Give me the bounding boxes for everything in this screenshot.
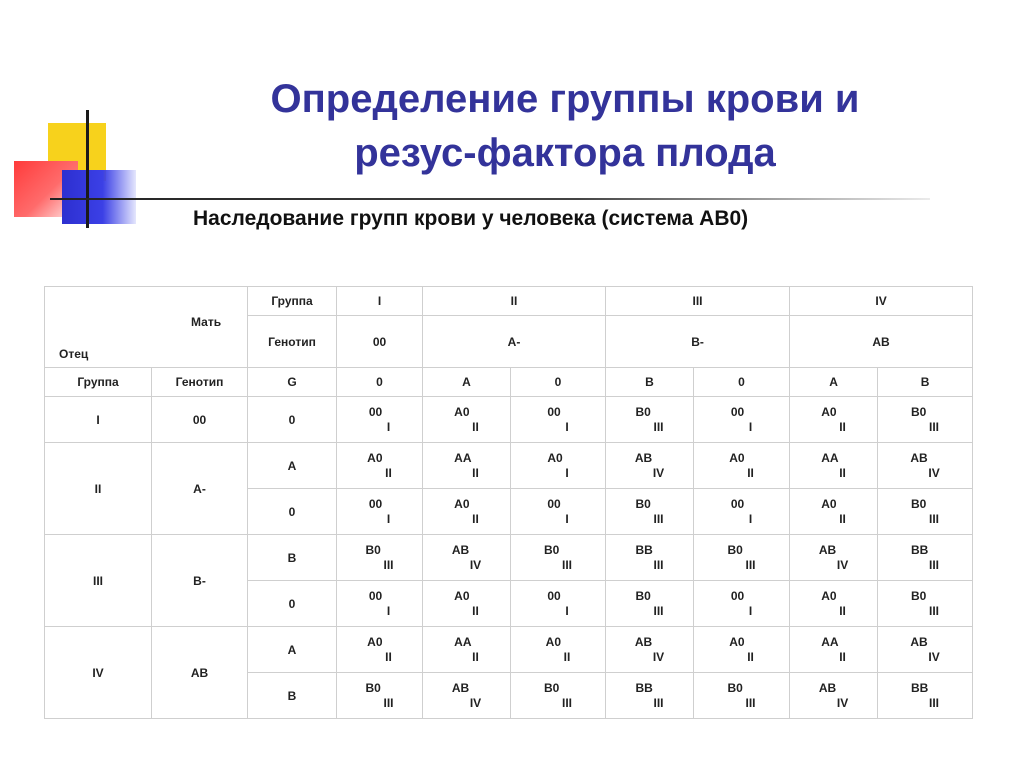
offspring-result <box>821 589 846 619</box>
offspring-phenotype: IV <box>836 695 849 710</box>
offspring-result <box>547 589 568 619</box>
mother-group-label: Группа <box>248 287 337 316</box>
mother-gamete-4: В <box>606 368 694 397</box>
offspring-phenotype: II <box>839 511 846 526</box>
mother-group-1: I <box>337 287 423 316</box>
offspring-cell <box>511 535 606 581</box>
offspring-cell <box>337 535 423 581</box>
offspring-phenotype: II <box>839 465 846 480</box>
header-row-group <box>45 287 973 316</box>
offspring-cell <box>694 535 790 581</box>
offspring-genotype: 00 <box>730 588 745 603</box>
offspring-genotype: АА <box>454 450 472 465</box>
offspring-genotype: АВ <box>451 680 470 695</box>
offspring-cell <box>790 581 878 627</box>
offspring-phenotype: I <box>565 603 569 618</box>
offspring-phenotype: III <box>745 557 756 572</box>
offspring-genotype: А0 <box>545 634 562 649</box>
offspring-result <box>636 497 664 527</box>
offspring-phenotype: I <box>565 465 569 480</box>
offspring-result <box>365 543 393 573</box>
offspring-genotype: А0 <box>454 496 470 511</box>
father-genotype-label: Генотип <box>152 368 248 397</box>
offspring-result <box>546 635 571 665</box>
father-group: II <box>45 443 152 535</box>
offspring-genotype: В0 <box>727 542 743 557</box>
offspring-result <box>821 451 846 481</box>
offspring-genotype: А0 <box>367 634 383 649</box>
offspring-result <box>454 589 479 619</box>
father-gamete: А <box>248 443 337 489</box>
offspring-genotype: В0 <box>635 404 651 419</box>
offspring-cell <box>337 397 423 443</box>
offspring-result <box>547 405 568 435</box>
offspring-cell <box>511 443 606 489</box>
mother-gamete-2: А <box>423 368 511 397</box>
offspring-result <box>454 497 479 527</box>
offspring-cell <box>606 535 694 581</box>
offspring-phenotype: II <box>385 465 392 480</box>
title-line-2: резус-фактора плода <box>354 131 776 175</box>
father-label: Отец <box>59 347 89 361</box>
offspring-result <box>547 497 568 527</box>
offspring-result <box>452 681 481 711</box>
offspring-result <box>731 405 752 435</box>
offspring-phenotype: III <box>383 557 394 572</box>
offspring-genotype: АА <box>454 634 472 649</box>
offspring-cell <box>337 673 423 719</box>
offspring-phenotype: IV <box>652 465 665 480</box>
offspring-genotype: В0 <box>911 588 927 603</box>
offspring-genotype: 00 <box>547 496 561 511</box>
offspring-result <box>365 681 393 711</box>
offspring-genotype: А0 <box>547 450 563 465</box>
father-group-label: Группа <box>45 368 152 397</box>
offspring-phenotype: III <box>929 603 940 618</box>
offspring-cell <box>790 627 878 673</box>
offspring-phenotype: I <box>386 511 391 526</box>
offspring-genotype: А0 <box>367 450 383 465</box>
offspring-phenotype: I <box>748 603 753 618</box>
offspring-result <box>454 405 479 435</box>
offspring-cell <box>423 489 511 535</box>
offspring-phenotype: III <box>929 557 940 572</box>
offspring-result <box>911 405 939 435</box>
offspring-result <box>369 589 390 619</box>
offspring-genotype: В0 <box>365 680 381 695</box>
table-caption: Наследование групп крови у человека (система АВ0) <box>193 207 749 230</box>
offspring-genotype: В0 <box>635 588 651 603</box>
offspring-cell <box>337 581 423 627</box>
offspring-cell <box>694 397 790 443</box>
father-gamete: В <box>248 535 337 581</box>
offspring-phenotype: III <box>653 557 664 572</box>
offspring-phenotype: III <box>653 695 664 710</box>
offspring-rows <box>45 397 973 719</box>
offspring-phenotype: III <box>929 695 940 710</box>
offspring-genotype: А0 <box>729 450 745 465</box>
offspring-phenotype: I <box>565 419 569 434</box>
offspring-genotype: АВ <box>634 634 653 649</box>
offspring-phenotype: II <box>472 419 479 434</box>
offspring-genotype: АВ <box>910 634 928 649</box>
mother-label: Мать <box>191 315 222 329</box>
offspring-genotype: АА <box>821 634 839 649</box>
offspring-result <box>635 635 664 665</box>
offspring-result <box>544 543 572 573</box>
header-row-gametes <box>45 368 973 397</box>
offspring-result <box>819 543 848 573</box>
offspring-phenotype: III <box>653 511 664 526</box>
offspring-cell <box>423 443 511 489</box>
offspring-cell <box>511 673 606 719</box>
offspring-genotype: В0 <box>635 496 651 511</box>
offspring-genotype: 00 <box>368 404 383 419</box>
corner-cell <box>45 287 248 368</box>
offspring-phenotype: III <box>653 419 664 434</box>
offspring-genotype: В0 <box>544 680 560 695</box>
offspring-cell <box>790 673 878 719</box>
offspring-cell <box>878 443 973 489</box>
offspring-cell <box>511 627 606 673</box>
offspring-genotype: В0 <box>544 542 560 557</box>
offspring-result <box>910 451 939 481</box>
father-group: III <box>45 535 152 627</box>
offspring-cell <box>694 443 790 489</box>
offspring-phenotype: IV <box>928 465 940 480</box>
mother-group-3: III <box>606 287 790 316</box>
father-genotype: А- <box>152 443 248 535</box>
offspring-result <box>821 405 846 435</box>
offspring-phenotype: III <box>562 557 573 572</box>
offspring-cell <box>423 535 511 581</box>
offspring-genotype: АВ <box>910 450 928 465</box>
mother-genotype-label: Генотип <box>248 316 337 368</box>
offspring-phenotype: II <box>472 603 479 618</box>
offspring-phenotype: III <box>653 603 664 618</box>
offspring-result <box>454 451 479 481</box>
offspring-genotype: 00 <box>547 588 561 603</box>
offspring-result <box>819 681 848 711</box>
offspring-cell <box>694 489 790 535</box>
offspring-genotype: А0 <box>821 404 837 419</box>
offspring-phenotype: I <box>748 419 753 434</box>
mother-gamete-5: 0 <box>694 368 790 397</box>
offspring-phenotype: IV <box>469 695 482 710</box>
father-gamete: В <box>248 673 337 719</box>
offspring-cell <box>423 581 511 627</box>
offspring-result <box>454 635 479 665</box>
offspring-phenotype: III <box>929 419 940 434</box>
offspring-result <box>731 497 752 527</box>
offspring-genotype: А0 <box>454 404 470 419</box>
mother-gamete-1: 0 <box>337 368 423 397</box>
offspring-cell <box>878 489 973 535</box>
offspring-result <box>547 451 568 481</box>
table-row <box>45 443 973 489</box>
father-gamete: 0 <box>248 397 337 443</box>
offspring-phenotype: II <box>839 419 846 434</box>
offspring-phenotype: III <box>562 695 573 710</box>
decor-vertical-line <box>86 110 89 228</box>
table-row <box>45 397 973 443</box>
father-group: IV <box>45 627 152 719</box>
offspring-genotype: ВВ <box>911 680 929 695</box>
offspring-result <box>636 543 664 573</box>
offspring-result <box>636 405 664 435</box>
offspring-cell <box>878 673 973 719</box>
mother-genotype-1: 00 <box>337 316 423 368</box>
offspring-phenotype: IV <box>652 649 665 664</box>
offspring-genotype: АВ <box>634 450 653 465</box>
offspring-cell <box>606 443 694 489</box>
offspring-genotype: АА <box>821 450 839 465</box>
offspring-genotype: ВВ <box>635 680 653 695</box>
mother-gamete-6: А <box>790 368 878 397</box>
offspring-cell <box>511 489 606 535</box>
offspring-phenotype: II <box>385 649 392 664</box>
decor-horizontal-rule <box>50 198 930 200</box>
offspring-phenotype: I <box>386 419 391 434</box>
offspring-genotype: А0 <box>454 588 470 603</box>
offspring-genotype: АВ <box>818 542 837 557</box>
title-line-1: Определение группы крови и <box>270 77 860 121</box>
offspring-result <box>911 589 939 619</box>
offspring-phenotype: II <box>747 465 754 480</box>
offspring-phenotype: I <box>386 603 391 618</box>
offspring-genotype: ВВ <box>635 542 653 557</box>
offspring-result <box>911 543 939 573</box>
mother-genotype-4: АВ <box>790 316 973 368</box>
offspring-result <box>367 451 392 481</box>
offspring-result <box>636 589 664 619</box>
gamete-label: G <box>248 368 337 397</box>
offspring-phenotype: IV <box>469 557 482 572</box>
offspring-result <box>369 497 390 527</box>
offspring-result <box>636 681 664 711</box>
offspring-cell <box>694 581 790 627</box>
offspring-cell <box>337 443 423 489</box>
offspring-phenotype: I <box>748 511 753 526</box>
offspring-cell <box>878 581 973 627</box>
offspring-phenotype: III <box>383 695 394 710</box>
offspring-phenotype: IV <box>836 557 849 572</box>
offspring-result <box>911 497 939 527</box>
offspring-genotype: В0 <box>365 542 381 557</box>
offspring-cell <box>337 489 423 535</box>
offspring-genotype: В0 <box>727 680 743 695</box>
offspring-result <box>728 543 756 573</box>
offspring-cell <box>878 397 973 443</box>
offspring-result <box>367 635 392 665</box>
offspring-cell <box>606 673 694 719</box>
offspring-phenotype: II <box>839 603 846 618</box>
father-gamete: А <box>248 627 337 673</box>
offspring-genotype: АВ <box>818 680 837 695</box>
offspring-result <box>729 451 754 481</box>
father-genotype: В- <box>152 535 248 627</box>
offspring-cell <box>694 627 790 673</box>
offspring-result <box>910 635 939 665</box>
offspring-cell <box>878 627 973 673</box>
offspring-result <box>728 681 756 711</box>
offspring-result <box>729 635 754 665</box>
offspring-genotype: 00 <box>547 404 561 419</box>
offspring-cell <box>878 535 973 581</box>
offspring-genotype: В0 <box>911 404 927 419</box>
offspring-phenotype: II <box>747 649 754 664</box>
mother-genotype-3: В- <box>606 316 790 368</box>
offspring-phenotype: II <box>472 511 479 526</box>
offspring-result <box>821 497 846 527</box>
offspring-result <box>821 635 846 665</box>
father-genotype: АВ <box>152 627 248 719</box>
mother-gamete-7: В <box>878 368 973 397</box>
offspring-genotype: В0 <box>911 496 927 511</box>
offspring-cell <box>337 627 423 673</box>
offspring-result <box>911 681 939 711</box>
offspring-result <box>369 405 390 435</box>
offspring-cell <box>790 397 878 443</box>
mother-genotype-2: А- <box>423 316 606 368</box>
offspring-cell <box>423 397 511 443</box>
offspring-genotype: 00 <box>730 496 745 511</box>
offspring-cell <box>423 627 511 673</box>
offspring-result <box>452 543 481 573</box>
offspring-cell <box>790 489 878 535</box>
offspring-phenotype: II <box>563 649 571 664</box>
offspring-genotype: А0 <box>729 634 745 649</box>
father-gamete: 0 <box>248 581 337 627</box>
offspring-result <box>635 451 664 481</box>
father-group: I <box>45 397 152 443</box>
offspring-result <box>731 589 752 619</box>
offspring-cell <box>511 397 606 443</box>
offspring-phenotype: III <box>929 511 940 526</box>
offspring-genotype: 00 <box>730 404 745 419</box>
offspring-phenotype: IV <box>928 649 940 664</box>
offspring-genotype: ВВ <box>911 542 929 557</box>
offspring-genotype: 00 <box>368 496 383 511</box>
mother-group-2: II <box>423 287 606 316</box>
offspring-cell <box>606 627 694 673</box>
mother-group-4: IV <box>790 287 973 316</box>
slide-title <box>150 72 980 180</box>
offspring-genotype: 00 <box>368 588 383 603</box>
offspring-result <box>544 681 572 711</box>
offspring-phenotype: II <box>839 649 846 664</box>
father-gamete: 0 <box>248 489 337 535</box>
inheritance-table <box>44 286 973 719</box>
mother-gamete-3: 0 <box>511 368 606 397</box>
offspring-phenotype: III <box>745 695 756 710</box>
offspring-genotype: А0 <box>821 588 837 603</box>
offspring-cell <box>790 443 878 489</box>
father-genotype: 00 <box>152 397 248 443</box>
offspring-cell <box>423 673 511 719</box>
offspring-cell <box>606 581 694 627</box>
offspring-phenotype: II <box>472 649 479 664</box>
offspring-cell <box>790 535 878 581</box>
table-row <box>45 535 973 581</box>
offspring-genotype: А0 <box>821 496 837 511</box>
offspring-phenotype: I <box>565 511 569 526</box>
decor-blue-square <box>62 170 136 224</box>
offspring-genotype: АВ <box>451 542 470 557</box>
offspring-cell <box>511 581 606 627</box>
offspring-cell <box>606 489 694 535</box>
table-row <box>45 627 973 673</box>
offspring-phenotype: II <box>472 465 479 480</box>
offspring-cell <box>606 397 694 443</box>
offspring-cell <box>694 673 790 719</box>
